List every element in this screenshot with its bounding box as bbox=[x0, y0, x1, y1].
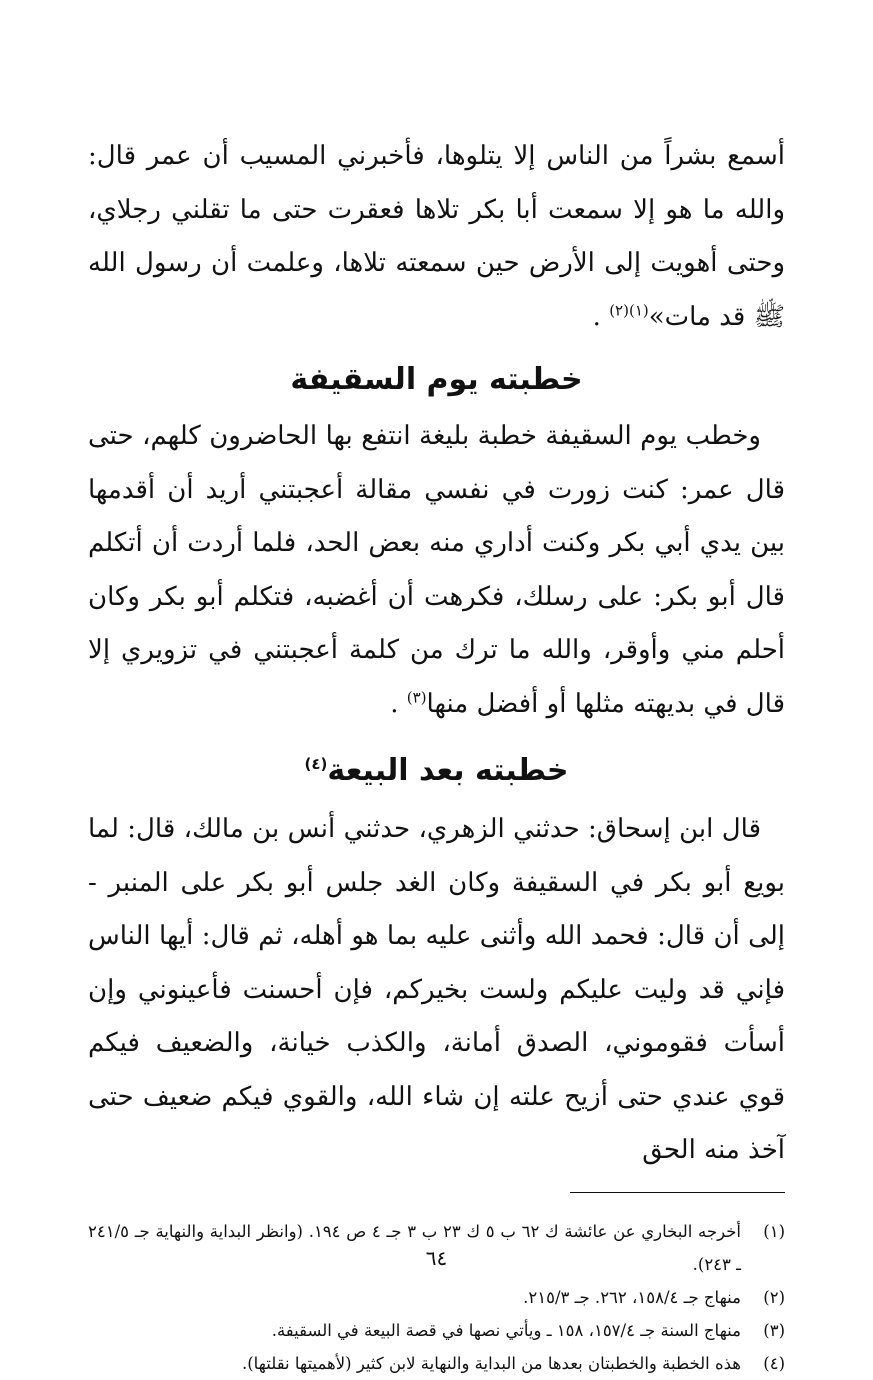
footnote-text: منهاج السنة جـ ١٥٧/٤، ١٥٨ ـ ويأتي نصها في قصة البيعة في السقيفة. bbox=[271, 1320, 741, 1340]
footnote-number: (٢) bbox=[763, 1287, 785, 1307]
section-heading-saqifa: خطبته يوم السقيفة bbox=[290, 362, 583, 397]
footnote-item bbox=[88, 1281, 785, 1314]
section-heading-after-bayah bbox=[88, 741, 785, 801]
paragraph-2-text: وخطب يوم السقيفة خطبة بليغة انتفع بها الحاضرون كلهم، حتى قال عمر: كنت زورت في نفسي مقالة أعجبتني أريد أن أقدمها بين يدي أبي بكر وكنت أداري منه بعض الحد، فلما أردت أن أتكلم قال أبو بكر: على رسلك، فكرهت أن أغضبه، فتكلم أبو بكر وكان أحلم مني وأوقر، والله ما ترك من كلمة أعجبتني في تزويري إلا قال في بديهته مثلها أو أفضل منها bbox=[88, 421, 785, 719]
page-number: ٦٤ bbox=[425, 1246, 448, 1270]
book-page bbox=[88, 130, 785, 1380]
footnote-item bbox=[88, 1347, 785, 1380]
footnote-number: (١) bbox=[763, 1221, 785, 1241]
footnote-text: هذه الخطبة والخطبتان بعدها من البداية والنهاية لابن كثير (لأهميتها نقلتها). bbox=[241, 1353, 741, 1373]
footnote-divider bbox=[570, 1192, 785, 1193]
paragraph-1-text: أسمع بشراً من الناس إلا يتلوها، فأخبرني المسيب أن عمر قال: والله ما هو إلا سمعت أبا بكر تلاها فعقرت حتى ما تقلني رجلاي، وحتى أهويت إلى الأرض حين سمعته تلاها، وعلمت أن رسول الله ﷺ قد مات» bbox=[88, 141, 785, 332]
footnote-number: (٤) bbox=[763, 1353, 785, 1373]
paragraph-3: قال ابن إسحاق: حدثني الزهري، حدثني أنس بن مالك، قال: لما بويع أبو بكر في السقيفة وكان الغد جلس أبو بكر على المنبر - إلى أن قال: فحمد الله وأثنى عليه بما هو أهله، ثم قال: أيها الناس فإني قد وليت عليكم ولست بخيركم، فإن أحسنت فأعينوني وإن أسأت فقوموني، الصدق أمانة، والكذب خيانة، والضعيف فيكم قوي عندي حتى أزيح علته إن شاء الله، والقوي فيكم ضعيف حتى آخذ منه الحق bbox=[88, 814, 785, 1165]
footnote-text: أخرجه البخاري عن عائشة ك ٦٢ ب ٥ ك ٢٣ ب ٣ جـ ٤ ص ١٩٤. (وانظر البداية والنهاية جـ ٢٤١/٥ ـ ٢٤٣). bbox=[88, 1221, 741, 1274]
footnote-ref-4: (٤) bbox=[304, 755, 328, 773]
footnote-text: منهاج جـ ١٥٨/٤، ٢٦٢. جـ ٢١٥/٣. bbox=[523, 1287, 741, 1307]
footnote-ref-3: (٣) bbox=[406, 687, 427, 706]
paragraph-1 bbox=[88, 130, 785, 344]
footnote-number: (٣) bbox=[763, 1320, 785, 1340]
paragraph-1-end: . bbox=[592, 301, 601, 332]
footnote-ref-1-2: (١)(٢) bbox=[609, 300, 649, 319]
paragraph-2-end: . bbox=[390, 688, 399, 719]
footnotes bbox=[88, 1215, 785, 1380]
paragraph-2 bbox=[88, 410, 785, 731]
section-heading-after-bayah-text: خطبته بعد البيعة bbox=[327, 753, 569, 788]
footnote-item bbox=[88, 1314, 785, 1347]
